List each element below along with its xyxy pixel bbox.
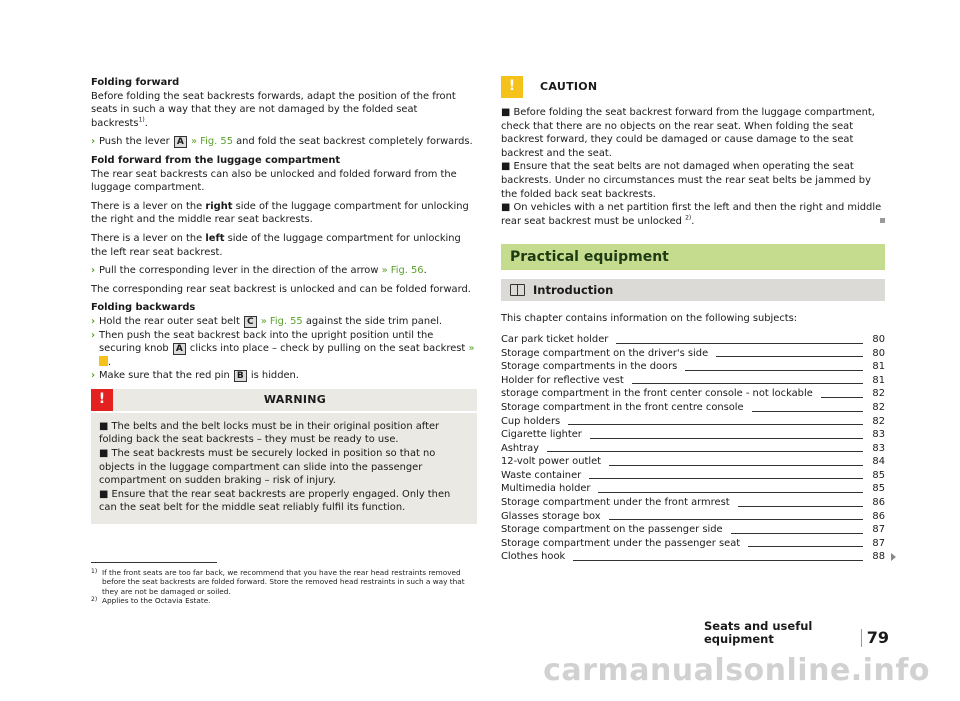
right-column — [501, 76, 885, 564]
toc-entry[interactable]: Waste container 85 — [501, 469, 885, 481]
section-title: Practical equipment — [501, 244, 885, 270]
key-label: C — [244, 316, 257, 328]
footnote-ref[interactable]: 1) — [138, 116, 145, 124]
book-icon — [510, 284, 525, 296]
warning-icon: ! — [91, 389, 113, 411]
toc-entry[interactable]: Storage compartment under the passenger seat 87 — [501, 537, 885, 549]
footnote-ref[interactable]: 2) — [685, 214, 692, 222]
step-arrow-icon: › — [91, 370, 96, 382]
left-column — [91, 76, 477, 524]
caution-title: CAUTION — [540, 80, 598, 94]
intro-text: This chapter contains information on the following subjects: — [501, 313, 798, 325]
step-arrow-icon: › — [91, 136, 96, 148]
warning-item: ■ The belts and the belt locks must be in their original position after folding back the seat backrests – they must be ready to use. — [99, 420, 440, 446]
instruction-step: › Pull the corresponding lever in the direction of the arrow » Fig. 56. — [91, 265, 427, 277]
figure-link[interactable]: » Fig. 55 — [190, 136, 233, 148]
paragraph: The rear seat backrests can also be unlocked and folded forward from the luggage compartment. — [91, 168, 457, 194]
instruction-step: › Push the lever A » Fig. 55 and fold the seat backrest completely forwards. — [91, 136, 473, 148]
step-arrow-icon: › — [91, 265, 96, 277]
caution-item: ■ On vehicles with a net partition first the left and then the right and middle rear seat backrest must be unlocked $^{2)}$. — [501, 202, 882, 227]
toc-entry[interactable]: Ashtray 83 — [501, 442, 885, 454]
key-label: A — [174, 136, 187, 148]
paragraph: There is a lever on the left side of the luggage compartment for unlocking the left rear seat backrest. — [91, 232, 461, 258]
toc-entry[interactable]: Storage compartment on the driver's side 80 — [501, 347, 885, 359]
caution-box — [501, 76, 885, 228]
key-label: A — [173, 343, 186, 355]
heading-folding-backwards: Folding backwards — [91, 302, 196, 314]
warning-box — [91, 389, 477, 524]
toc-entry[interactable]: Cup holders 82 — [501, 415, 885, 427]
subsection-header — [501, 279, 885, 301]
warning-item: ■ The seat backrests must be securely locked in position so that no objects in the luggage compartment can slide into the passenger compartment on sudden braking – risk of injury. — [99, 448, 436, 487]
toc-entry[interactable]: Storage compartments in the doors 81 — [501, 361, 885, 373]
page-footer — [704, 618, 889, 647]
paragraph: Before folding the seat backrests forwards, adapt the position of the front seats in such a way that they are not damaged by the folded seat backrests$^{1)}$. — [91, 90, 456, 129]
toc-entry[interactable]: Storage compartment under the front armrest 86 — [501, 497, 885, 509]
toc-entry[interactable]: Multimedia holder 85 — [501, 483, 885, 495]
toc-entry[interactable]: Clothes hook 88 — [501, 551, 885, 563]
footnote: 2) Applies to the Octavia Estate. — [91, 596, 211, 606]
figure-link[interactable]: » Fig. 55 — [260, 315, 303, 327]
continue-arrow-icon — [891, 553, 896, 561]
page-number: 79 — [861, 629, 889, 647]
instruction-step: › Hold the rear outer seat belt C » Fig. 55 against the side trim panel. — [91, 315, 443, 327]
instruction-step: › Make sure that the red pin B is hidden. — [91, 370, 299, 382]
toc-entry[interactable]: Holder for reflective vest 81 — [501, 374, 885, 386]
step-arrow-icon: › — [91, 329, 96, 341]
paragraph: The corresponding rear seat backrest is unlocked and can be folded forward. — [91, 283, 471, 295]
caution-link[interactable]: » — [468, 343, 475, 355]
footer-section-title: Seats and useful equipment — [704, 618, 813, 647]
figure-link[interactable]: » Fig. 56 — [381, 265, 424, 277]
warning-title: WARNING — [263, 393, 327, 407]
step-arrow-icon: › — [91, 315, 96, 327]
paragraph: There is a lever on the right side of the luggage compartment for unlocking the right and the middle rear seat backrests. — [91, 200, 469, 226]
toc-entry[interactable]: Storage compartment in the front centre console 82 — [501, 401, 885, 413]
caution-icon: ! — [501, 76, 523, 98]
caution-item: ■ Ensure that the seat belts are not damaged when operating the seat backrests. Under no circumstances must the rear seat belts be jammed by the folded back seat backrests. — [501, 161, 871, 200]
toc-entry[interactable]: Car park ticket holder 80 — [501, 333, 885, 345]
footnote: 1) If the front seats are too far back, we recommend that you have the rear head restraints removed before the seat backrests are folded forward. Store the removed head restraints in such a way that they are not be damaged or soiled. — [91, 568, 465, 596]
end-marker-icon — [880, 218, 885, 223]
toc-entry[interactable]: storage compartment in the front center console - not lockable 82 — [501, 388, 885, 400]
watermark: carmanualsonline.info — [543, 653, 930, 688]
footnote-divider — [91, 562, 217, 563]
caution-item: ■ Before folding the seat backrest forward from the luggage compartment, check that there are no objects on the rear seat. When folding the seat backrest forward, they could be damaged or cause damage to the seat backrest and the seat. — [501, 107, 875, 159]
toc-entry[interactable]: Cigarette lighter 83 — [501, 429, 885, 441]
toc-entry[interactable]: Glasses storage box 86 — [501, 510, 885, 522]
instruction-step: › Then push the seat backrest back into the upright position until the securing knob A clicks into place – check by pulling on the seat backrest » . — [91, 329, 475, 368]
subsection-title: Introduction — [533, 283, 614, 298]
toc-list — [501, 333, 885, 564]
warning-item: ■ Ensure that the rear seat backrests are properly engaged. Only then can the seat belt for the middle seat reliably fulfil its function. — [99, 488, 451, 514]
key-label: B — [234, 370, 247, 382]
toc-entry[interactable]: Storage compartment on the passenger side 87 — [501, 524, 885, 536]
heading-folding-forward: Folding forward — [91, 77, 180, 88]
toc-entry[interactable]: 12-volt power outlet 84 — [501, 456, 885, 468]
footnotes — [91, 568, 477, 606]
heading-fold-from-luggage: Fold forward from the luggage compartment — [91, 154, 341, 166]
caution-icon — [99, 356, 108, 366]
